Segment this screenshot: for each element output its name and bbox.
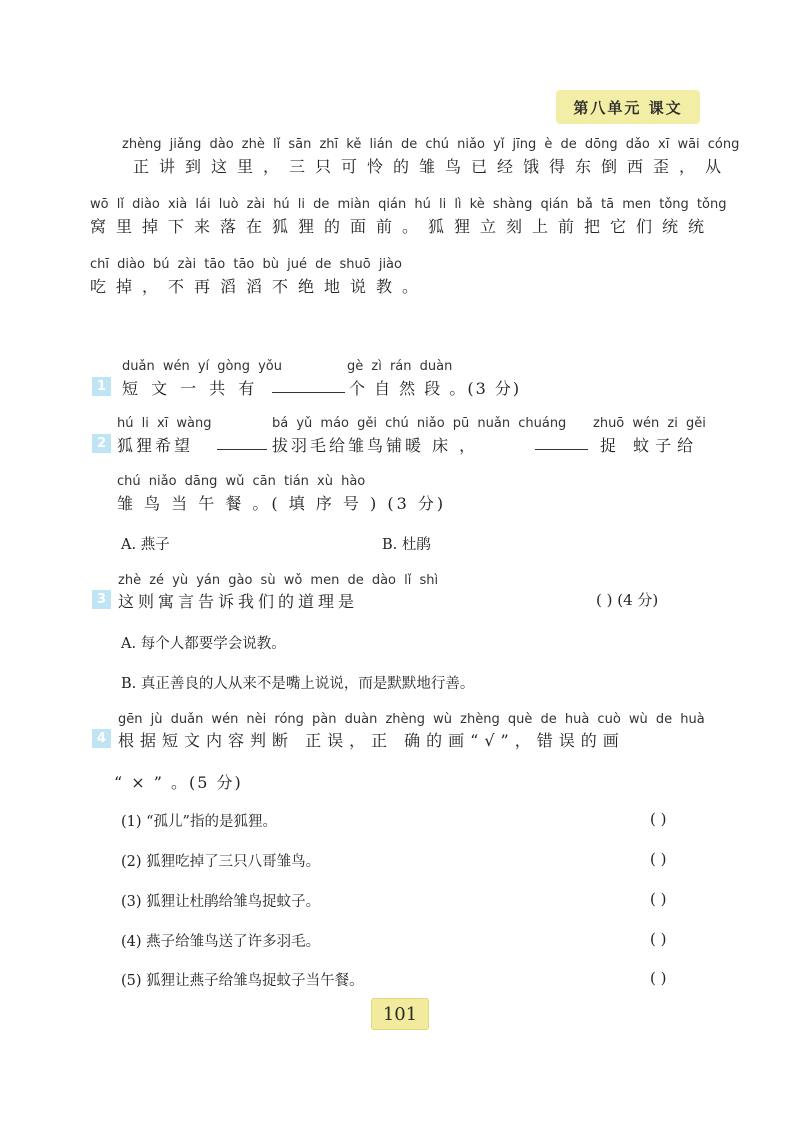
passage-pinyin-2: wō lǐ diào xià lái luò zài hú li de miàn qián hú li lì kè shàng qián bǎ tā men tǒng tǒng [90, 197, 727, 212]
q2-pinyin-b: bá yǔ máo gěi chú niǎo pū nuǎn chuáng [272, 416, 567, 431]
q4-item-1: (1) “孤儿”指的是狐狸。 [121, 814, 277, 830]
q4-item-4-paren[interactable]: ( ) [650, 930, 667, 948]
q2-text-c: 捉 蚊子给 [600, 436, 700, 455]
q3-option-b: B. 真正善良的人从来不是嘴上说说，而是默默地行善。 [121, 676, 475, 692]
q1-answer-blank[interactable] [272, 378, 345, 393]
q4-text: 根据短文内容判断 正误，正 确的画“√”，错误的画 [118, 731, 625, 750]
passage-line-3: 吃掉，不再滔滔不绝地说教。 [90, 277, 429, 296]
q3-answer-paren[interactable]: ( ) (4 分) [596, 591, 659, 609]
q3-text: 这则寓言告诉我们的道理是 [118, 592, 359, 611]
q2-option-b: B. 杜鹃 [382, 537, 431, 553]
question-4-number: 4 [92, 729, 111, 748]
q4-item-1-paren[interactable]: ( ) [650, 810, 667, 828]
q4-item-4: (4) 燕子给雏鸟送了许多羽毛。 [121, 934, 321, 950]
q2-pinyin-c: zhuō wén zi gěi [593, 416, 706, 431]
q2-text-b: 拔羽毛给雏鸟铺暖 床 ， [272, 436, 479, 455]
q1-pinyin-b: gè zì rán duàn [347, 359, 453, 374]
q1-pinyin-a: duǎn wén yí gòng yǒu [122, 359, 282, 374]
q4-item-5: (5) 狐狸让燕子给雏鸟捉蚊子当午餐。 [121, 973, 364, 989]
passage-pinyin-1: zhèng jiǎng dào zhè lǐ sān zhī kě lián de chú niǎo yǐ jīng è de dōng dǎo xī wāi cóng [122, 137, 740, 152]
q2-answer-blank-1[interactable] [217, 435, 267, 450]
q4-item-3: (3) 狐狸让杜鹃给雏鸟捉蚊子。 [121, 894, 321, 910]
q4-text-2: “ × ” 。(5 分) [114, 773, 243, 792]
q4-pinyin: gēn jù duǎn wén nèi róng pàn duàn zhèng wù zhèng què de huà cuò wù de huà [118, 712, 705, 727]
q3-option-a: A. 每个人都要学会说教。 [121, 636, 286, 652]
q4-item-3-paren[interactable]: ( ) [650, 890, 667, 908]
q1-text-b: 个 自 然 段 。(3 分) [349, 379, 522, 398]
q4-item-5-paren[interactable]: ( ) [650, 969, 667, 987]
q2-answer-blank-2[interactable] [535, 435, 588, 450]
page-number: 101 [371, 998, 429, 1030]
passage-line-1: 正讲到这里，三只可怜的雏鸟已经饿得东倒西歪，从 [133, 157, 732, 176]
q2-option-a: A. 燕子 [121, 537, 170, 553]
q4-item-2: (2) 狐狸吃掉了三只八哥雏鸟。 [121, 854, 321, 870]
question-2-number: 2 [92, 434, 111, 453]
passage-line-2: 窝里掉下来落在狐狸的面前。狐狸立刻上前把它们统统 [90, 217, 715, 236]
q2-text-a: 狐狸希望 [117, 436, 194, 455]
unit-badge: 第八单元 课文 [556, 90, 700, 124]
question-1-number: 1 [92, 377, 111, 396]
q2-pinyin-d: chú niǎo dāng wǔ cān tián xù hào [117, 474, 366, 489]
q4-item-2-paren[interactable]: ( ) [650, 850, 667, 868]
q2-pinyin-a: hú li xī wàng [117, 416, 212, 431]
q1-text-a: 短 文 一 共 有 [122, 379, 259, 398]
passage-pinyin-3: chī diào bú zài tāo tāo bù jué de shuō jiào [90, 257, 402, 272]
q2-text-d: 雏 鸟 当 午 餐 。( 填 序 号 ) (3 分) [117, 494, 447, 513]
q3-pinyin: zhè zé yù yán gào sù wǒ men de dào lǐ shì [118, 573, 439, 588]
question-3-number: 3 [92, 590, 111, 609]
